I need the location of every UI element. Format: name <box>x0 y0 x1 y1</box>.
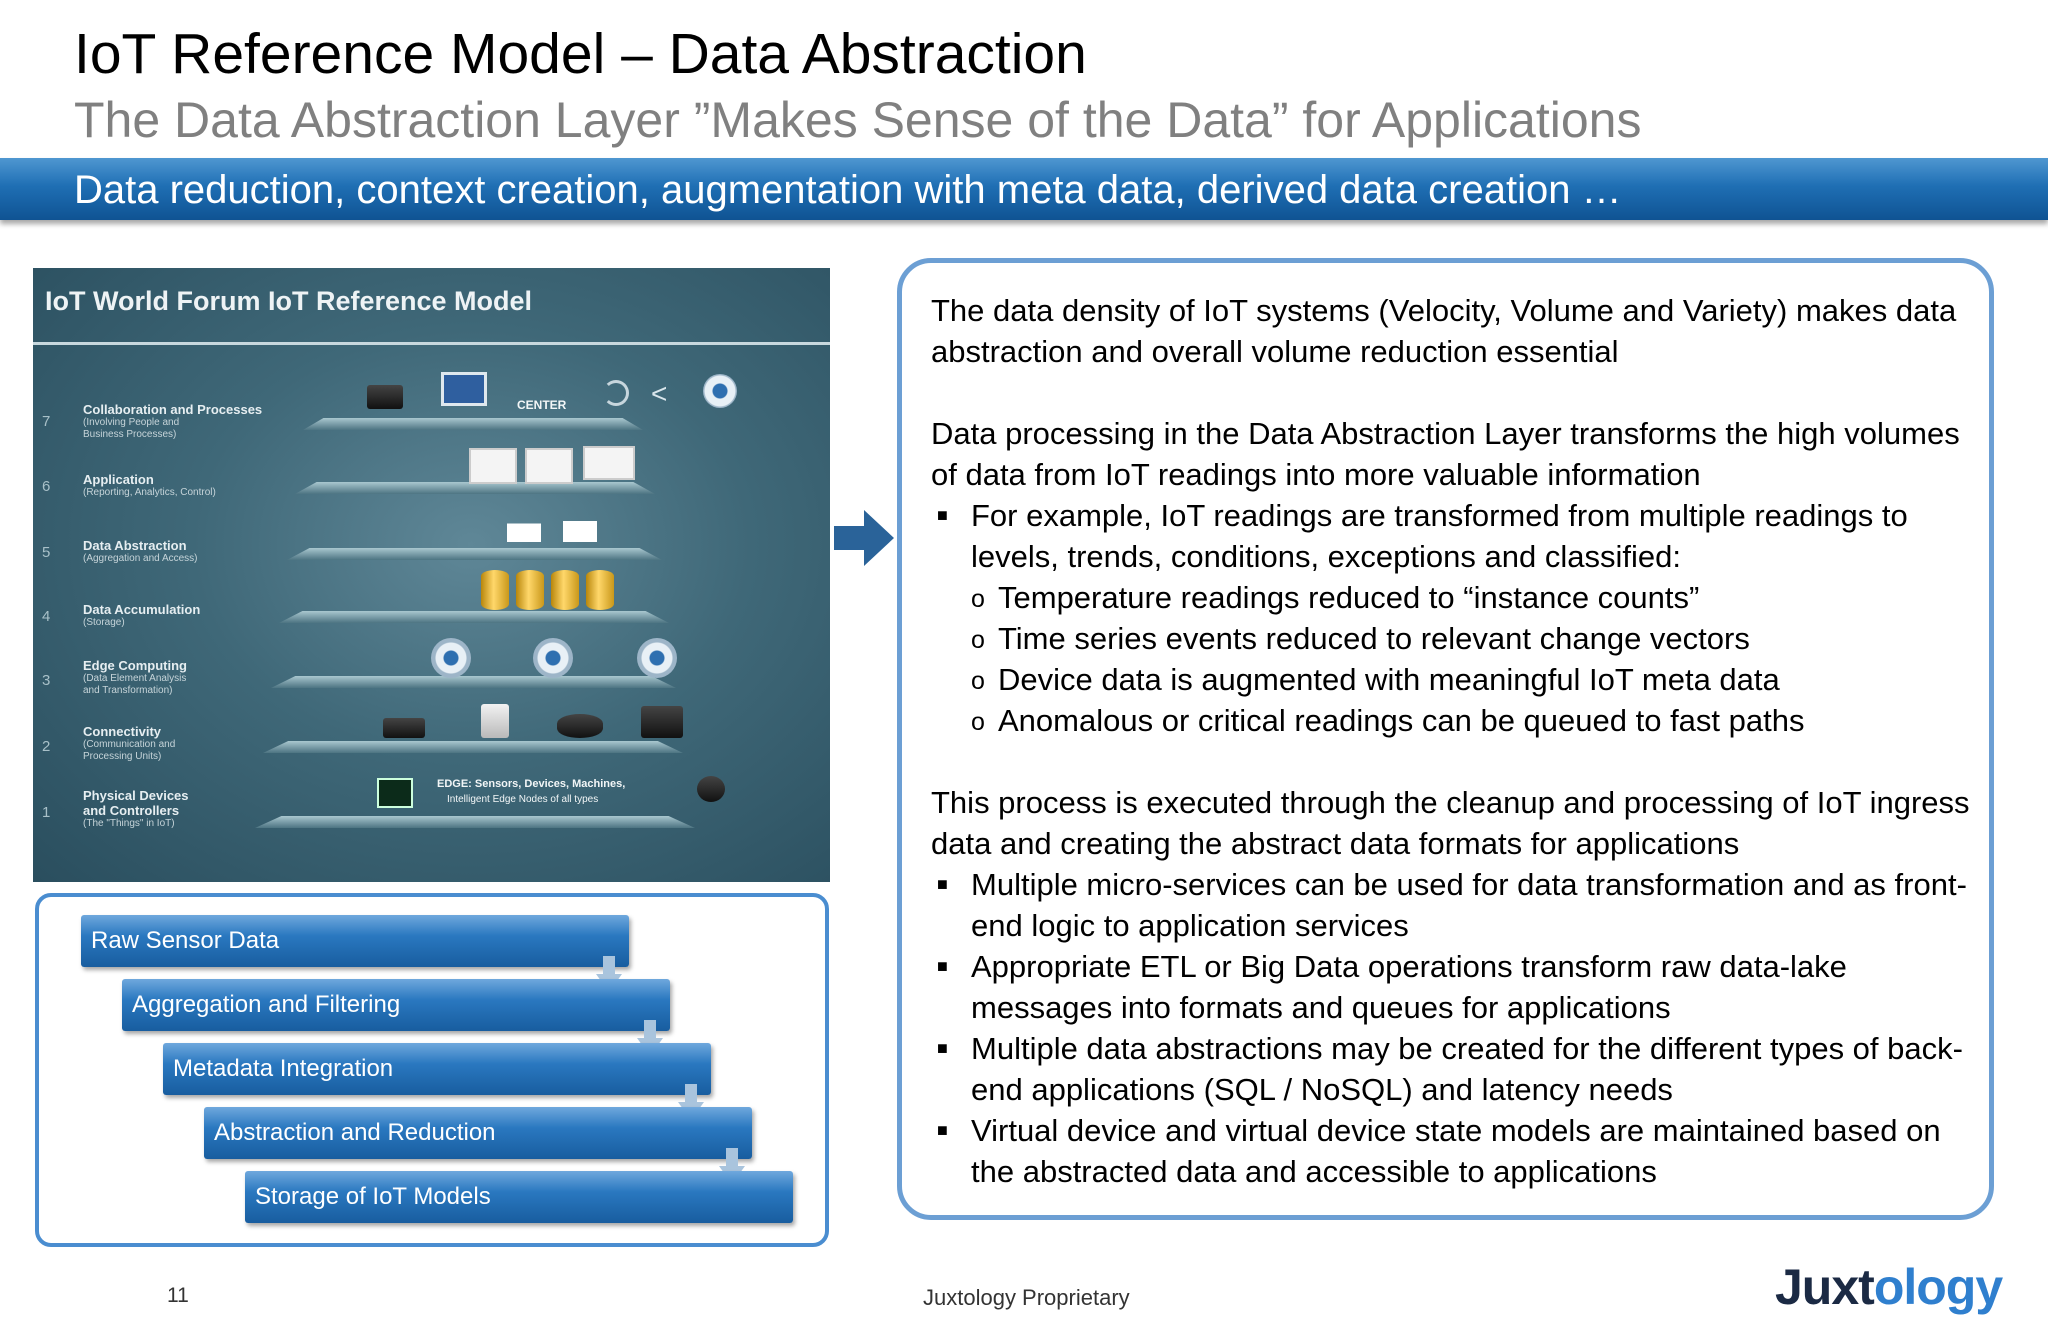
model-divider <box>33 342 830 345</box>
slide-subtitle: The Data Abstraction Layer ”Makes Sense of the Data” for Applications <box>74 92 1642 148</box>
layer-7-shelf <box>303 418 643 430</box>
subbullet-anomalous: o Anomalous or critical readings can be queued to fast paths <box>931 700 1971 741</box>
bar-chart-icon <box>507 502 541 542</box>
step-raw-sensor-data: Raw Sensor Data <box>81 915 629 967</box>
layer-5-number: 5 <box>42 544 51 561</box>
layer-5-shelf <box>287 548 662 560</box>
chart-icon <box>525 448 573 484</box>
layer-3-shelf <box>271 676 676 688</box>
subbullet-device-data: o Device data is augmented with meaningful IoT meta data <box>931 659 1971 700</box>
description-text <box>931 290 1971 1192</box>
step-metadata-integration: Metadata Integration <box>163 1043 711 1095</box>
processing-icon <box>637 638 677 678</box>
database-icon <box>481 570 509 610</box>
database-icon <box>586 570 614 610</box>
step-abstraction-reduction: Abstraction and Reduction <box>204 1107 752 1159</box>
gateway-icon <box>481 704 509 738</box>
bullet-example: ■ For example, IoT readings are transformed from multiple readings to levels, trends, conditions, exceptions and classified: <box>931 495 1971 577</box>
layer-6-number: 6 <box>42 478 51 495</box>
subbullet-time-series: o Time series events reduced to relevant change vectors <box>931 618 1971 659</box>
processing-icon <box>533 638 573 678</box>
monitor-icon <box>441 372 487 406</box>
database-icon <box>551 570 579 610</box>
paragraph-data-density: The data density of IoT systems (Velocity, Volume and Variety) makes data abstraction and overall volume reduction essential <box>931 293 1957 369</box>
layer-2-number: 2 <box>42 738 51 755</box>
switch-icon <box>641 706 683 738</box>
juxtology-logo: Juxtology <box>1775 1259 2003 1315</box>
slide-title: IoT Reference Model – Data Abstraction <box>74 22 1087 86</box>
router-icon <box>383 718 425 738</box>
layer-4-shelf <box>279 611 669 623</box>
footer-text: Juxtology Proprietary <box>923 1285 1130 1310</box>
layer-4-number: 4 <box>42 608 51 625</box>
layer-5-label: Data Abstraction (Aggregation and Access) <box>83 538 198 564</box>
bullet-etl: ■ Appropriate ETL or Big Data operations transform raw data-lake messages into formats and queues for applications <box>931 946 1971 1028</box>
layer-3-number: 3 <box>42 672 51 689</box>
sync-icon <box>703 374 737 408</box>
bullet-virtual-device: ■ Virtual device and virtual device state models are maintained based on the abstracted data and accessible to applications <box>931 1110 1971 1192</box>
layer-1-shelf <box>255 816 695 828</box>
right-arrow-icon <box>834 510 894 566</box>
step-storage-iot-models: Storage of IoT Models <box>245 1171 793 1223</box>
paragraph-data-processing: Data processing in the Data Abstraction Layer transforms the high volumes of data from IoT readings into more valuable information <box>931 416 1960 492</box>
step-aggregation-filtering: Aggregation and Filtering <box>122 979 670 1031</box>
layer-7-label: Collaboration and Processes (Involving People and Business Processes) <box>83 402 263 440</box>
processing-icon <box>431 638 471 678</box>
model-title: IoT World Forum IoT Reference Model <box>45 286 533 316</box>
layer-2-label: Connectivity (Communication and Processing Units) <box>83 724 176 762</box>
video-camera-icon <box>367 385 403 409</box>
layer-3-label: Edge Computing (Data Element Analysis and Transformation) <box>83 658 187 696</box>
edge-sublabel: Intelligent Edge Nodes of all types <box>447 794 599 805</box>
bullet-micro-services: ■ Multiple micro-services can be used for data transformation and as front-end logic to application services <box>931 864 1971 946</box>
dashboard-icon <box>583 446 635 480</box>
layer-7-number: 7 <box>42 413 51 430</box>
sensor-display-icon <box>377 778 413 808</box>
device-icon <box>557 714 603 738</box>
layer-1-label: Physical Devices and Controllers (The "Things" in IoT) <box>83 788 189 829</box>
share-icon: < <box>651 378 668 409</box>
page-number: 11 <box>167 1284 189 1307</box>
iot-reference-model-image <box>33 268 830 882</box>
layer-6-label: Application (Reporting, Analytics, Control) <box>83 472 216 498</box>
edge-label: EDGE: Sensors, Devices, Machines, <box>437 778 626 790</box>
center-label: CENTER <box>517 398 567 412</box>
layer-1-number: 1 <box>42 804 51 821</box>
layer-4-label: Data Accumulation (Storage) <box>83 602 201 628</box>
layer-2-shelf <box>263 741 683 753</box>
banner-text: Data reduction, context creation, augmentation with meta data, derived data creation … <box>74 168 1622 212</box>
bar-chart-icon <box>563 504 597 542</box>
bullet-abstractions: ■ Multiple data abstractions may be created for the different types of back-end applications (SQL / NoSQL) and latency needs <box>931 1028 1971 1110</box>
paragraph-process: This process is executed through the cleanup and processing of IoT ingress data and creating the abstract data formats for applications <box>931 785 1970 861</box>
wireless-icon <box>603 380 629 406</box>
robot-arm-icon <box>697 776 725 802</box>
gauge-icon <box>469 448 517 484</box>
database-icon <box>516 570 544 610</box>
subbullet-temperature: o Temperature readings reduced to “instance counts” <box>931 577 1971 618</box>
banner <box>0 158 2048 220</box>
